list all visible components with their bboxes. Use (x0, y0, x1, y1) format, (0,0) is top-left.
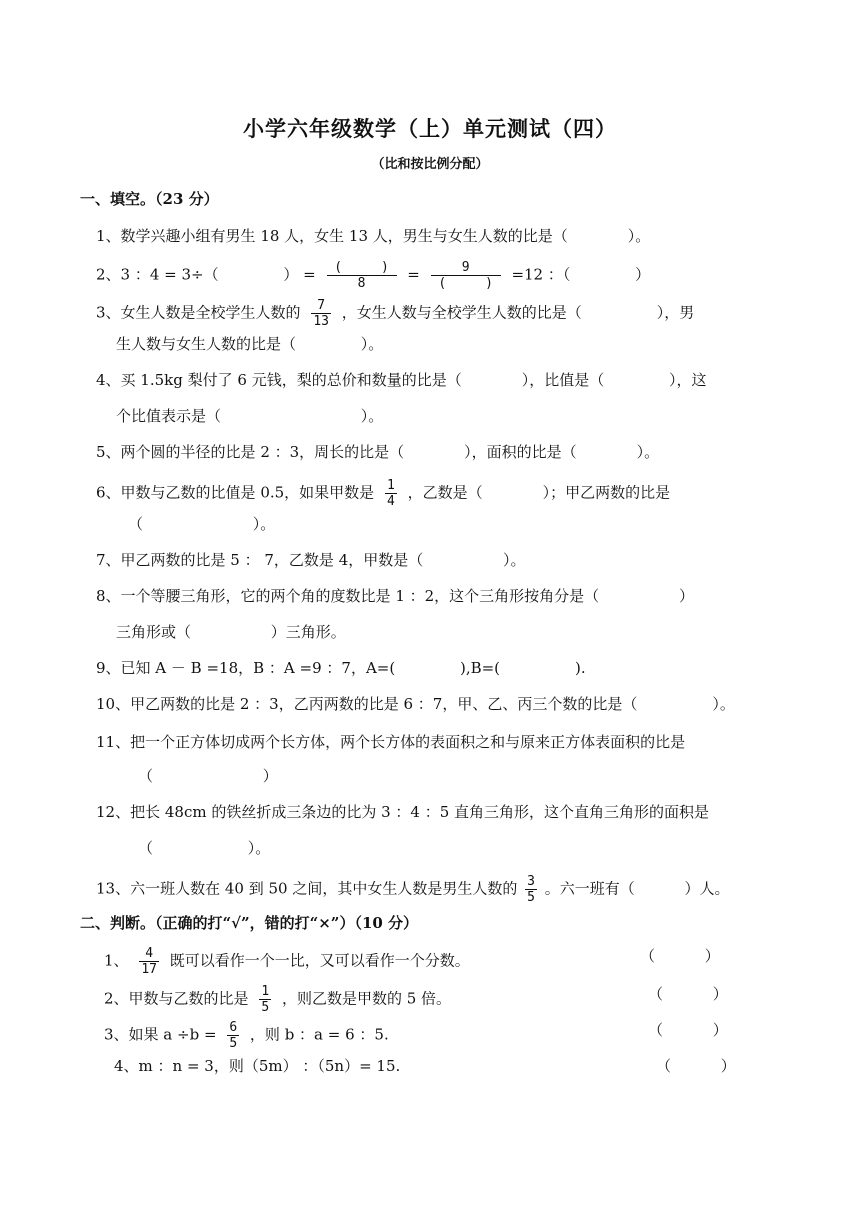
question-11-continued: （ ） (138, 767, 278, 785)
question-6 (96, 478, 670, 509)
judgment-1-text-b: 既可以看作一个一比，又可以看作一个分数。 (169, 951, 470, 970)
question-12: 12、把长 48cm 的铁丝折成三条边的比为 3 ：4 ：5 直角三角形，这个直角三角形的面积是 (96, 803, 710, 821)
page-subtitle: （比和按比例分配） (371, 157, 489, 172)
fraction-numerator: 1 (261, 984, 270, 999)
fraction-denominator: 5 (527, 890, 535, 905)
judgment-1-fraction (139, 946, 159, 977)
judgment-3-text-a: 3、如果 a ÷b = (104, 1025, 217, 1044)
fraction-denominator: ( ) (438, 276, 493, 291)
fraction-denominator: 8 (357, 276, 366, 291)
judgment-3-text-b: ，则 b ：a = 6 ：5. (249, 1025, 389, 1044)
fraction-denominator: 5 (229, 1036, 238, 1051)
judgment-2-text-a: 2、甲数与乙数的比是 (104, 989, 249, 1008)
fraction-numerator: 7 (311, 298, 331, 314)
question-13 (96, 874, 730, 905)
fraction-numerator: 1 (386, 478, 395, 493)
question-2-fraction-2 (431, 260, 501, 291)
fraction-numerator: 3 (527, 874, 535, 889)
judgment-3 (104, 1020, 389, 1051)
section-fill-blank-heading: 一、填空。（23 分） (80, 190, 219, 208)
judgment-1-answer-blank: （ ） (640, 947, 720, 965)
fraction-numerator: 4 (139, 946, 159, 962)
fraction-denominator: 17 (141, 962, 157, 977)
judgment-2-text-b: ，则乙数是甲数的 5 倍。 (281, 989, 452, 1008)
question-2 (96, 260, 650, 291)
question-6-text-b: ，乙数是（ ）；甲乙两数的比是 (407, 483, 671, 502)
question-2-text-a: 2、3 ：4 = 3÷（ ） = (96, 265, 316, 284)
page-title: 小学六年级数学（上）单元测试（四） (243, 116, 617, 141)
judgment-2-fraction (259, 984, 271, 1015)
question-9: 9、已知 A － B =18，B ：A =9 ：7，A=( ),B=( ). (96, 659, 586, 677)
question-6-text-a: 6、甲数与乙数的比值是 0.5，如果甲数是 (96, 483, 375, 502)
question-7: 7、甲乙两数的比是 5 ： 7，乙数是 4，甲数是（ ）。 (96, 551, 526, 569)
question-1: 1、数学兴趣小组有男生 18 人，女生 13 人，男生与女生人数的比是（ ）。 (96, 227, 651, 245)
fraction-denominator: 4 (386, 494, 395, 509)
question-13-text-b: 。六一班有（ ）人。 (544, 879, 730, 898)
question-4-continued: 个比值表示是（ ）。 (116, 407, 384, 425)
question-13-fraction (525, 874, 537, 905)
question-2-text-b: =12 ：（ ） (511, 265, 651, 284)
question-3-continued: 生人数与女生人数的比是（ ）。 (116, 335, 384, 353)
judgment-4-answer-blank: （ ） (656, 1057, 736, 1075)
question-3-fraction (311, 298, 331, 329)
question-6-fraction (385, 478, 397, 509)
fraction-numerator: 6 (229, 1020, 238, 1035)
fraction-numerator: 9 (431, 260, 501, 276)
judgment-3-fraction (227, 1020, 239, 1051)
fraction-denominator: 13 (313, 314, 329, 329)
question-2-fraction-1 (327, 260, 397, 291)
question-8: 8、一个等腰三角形，它的两个角的度数比是 1 ：2，这个三角形按角分是（ ） (96, 587, 694, 605)
question-3 (96, 298, 694, 329)
question-10: 10、甲乙两数的比是 2 ：3，乙丙两数的比是 6 ：7，甲、乙、丙三个数的比是（ ）。 (96, 695, 735, 713)
question-4: 4、买 1.5kg 梨付了 6 元钱，梨的总价和数量的比是（ ），比值是（ ），这 (96, 371, 707, 389)
question-8-continued: 三角形或（ ）三角形。 (116, 623, 346, 641)
question-6-continued: （ ）。 (128, 515, 276, 533)
question-12-continued: （ ）。 (138, 839, 271, 857)
judgment-1 (104, 946, 470, 977)
judgment-4: 4、m ：n = 3，则（5m） ：（5n）= 15. (114, 1057, 401, 1075)
question-5: 5、两个圆的半径的比是 2 ：3，周长的比是（ ），面积的比是（ ）。 (96, 443, 660, 461)
judgment-1-text-a: 1、 (104, 951, 129, 970)
question-3-text-b: ，女生人数与全校学生人数的比是（ ），男 (341, 303, 695, 322)
judgment-2 (104, 984, 451, 1015)
question-3-text-a: 3、女生人数是全校学生人数的 (96, 303, 301, 322)
fraction-numerator: ( ) (327, 260, 397, 276)
section-judgment-heading: 二、判断。（正确的打“√”，错的打“×”）（10 分） (80, 914, 419, 932)
question-13-text-a: 13、六一班人数在 40 到 50 之间，其中女生人数是男生人数的 (96, 879, 518, 898)
judgment-2-answer-blank: （ ） (648, 985, 728, 1003)
question-2-equals: = (407, 265, 420, 284)
judgment-3-answer-blank: （ ） (648, 1021, 728, 1039)
question-11: 11、把一个正方体切成两个长方体，两个长方体的表面积之和与原来正方体表面积的比是 (96, 733, 686, 751)
fraction-denominator: 5 (261, 1000, 270, 1015)
